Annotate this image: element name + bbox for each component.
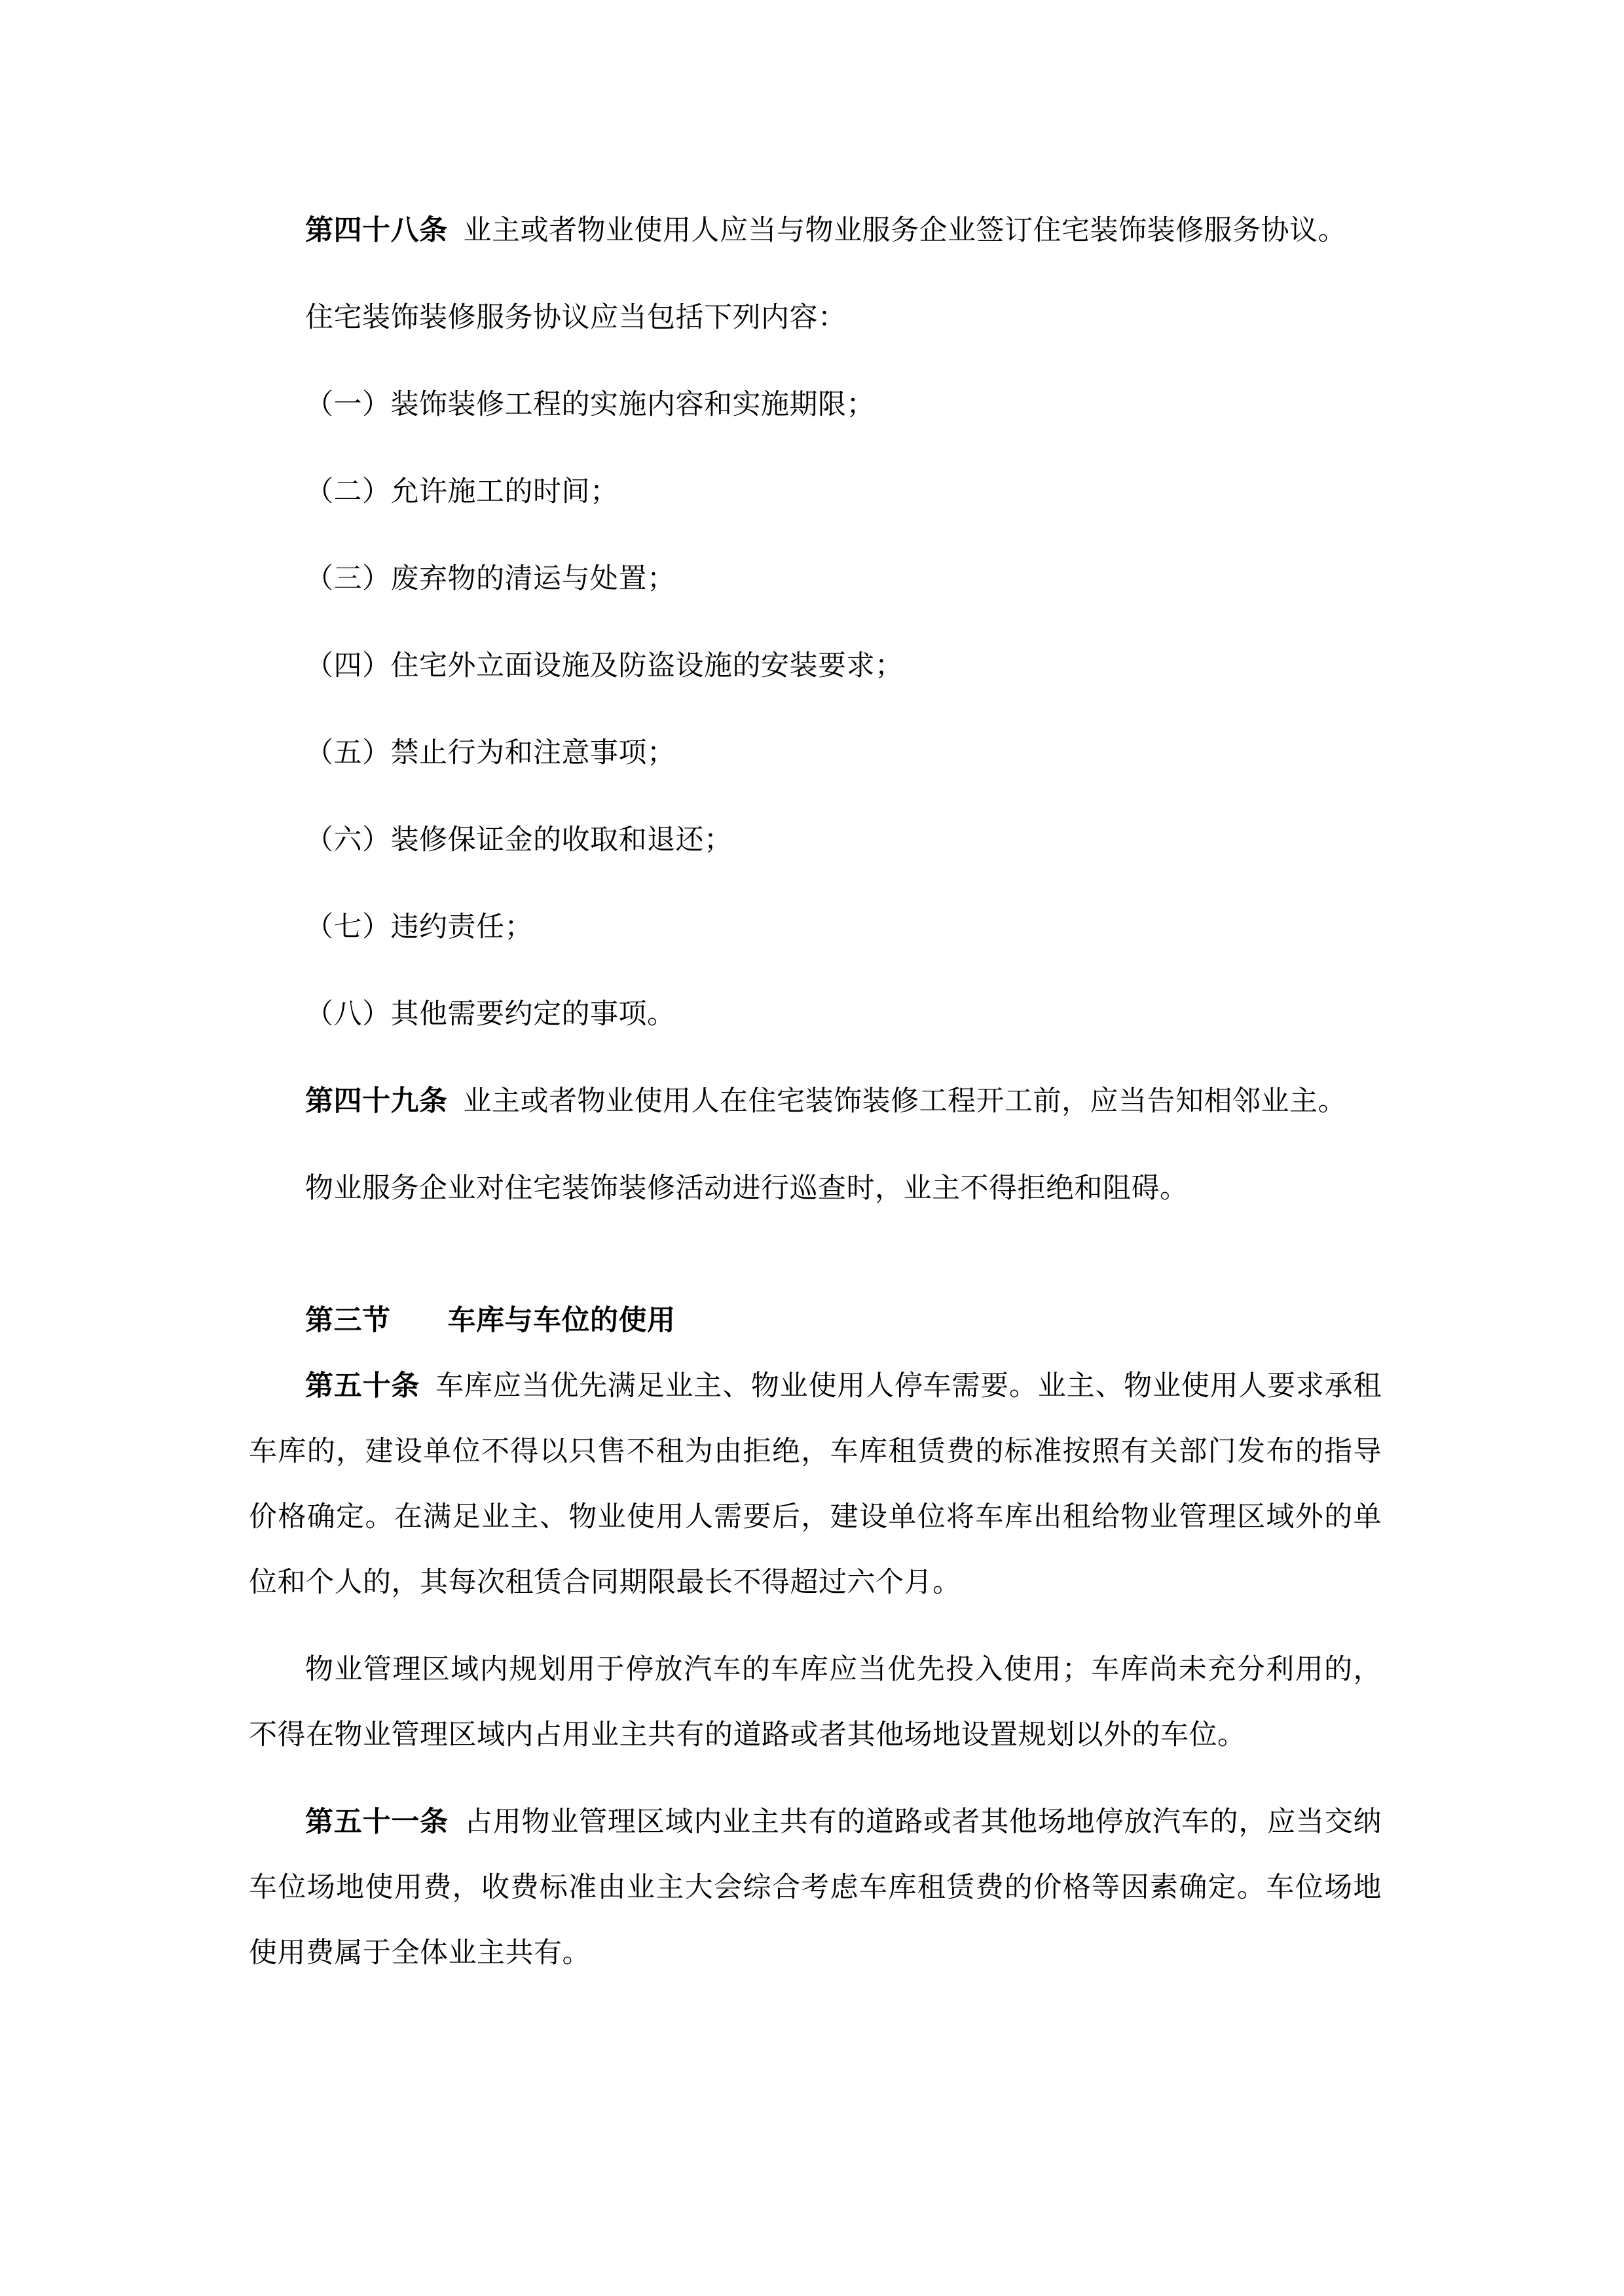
list-item-8: （八）其他需要约定的事项。: [305, 999, 676, 1030]
article-51-number: 第五十一条: [305, 1807, 449, 1838]
list-item-1: （一）装饰装修工程的实施内容和实施期限；: [305, 390, 875, 420]
list-item-3: （三）废弃物的清运与处置；: [305, 564, 676, 594]
list-item-7: （七）违约责任；: [305, 912, 533, 943]
list-item-2: （二）允许施工的时间；: [305, 477, 619, 507]
list-item-6: （六）装修保证金的收取和退还；: [305, 825, 733, 856]
article-51-text: 占用物业管理区域内业主共有的道路或者其他场地停放汽车的，应当交纳车位场地使用费，收费标准由业主大会综合考虑车库租赁费的价格等因素确定。车位场地使用费属于全体业主共有。: [249, 1807, 1382, 1969]
list-item-4: （四）住宅外立面设施及防盗设施的安装要求；: [305, 651, 904, 682]
paragraph-agreement-intro: 住宅装饰装修服务协议应当包括下列内容：: [305, 302, 847, 333]
article-49-text: 业主或者物业使用人在住宅装饰装修工程开工前，应当告知相邻业主。: [463, 1086, 1346, 1117]
article-51: [249, 1790, 1382, 1986]
article-48-text: 业主或者物业使用人应当与物业服务企业签订住宅装饰装修服务协议。: [463, 215, 1346, 246]
paragraph-garage-use: 物业管理区域内规划用于停放汽车的车库应当优先投入使用；车库尚未充分利用的，不得在物业管理区域内占用业主共有的道路或者其他场地设置规划以外的车位。: [249, 1654, 1382, 1751]
article-48-number: 第四十八条: [305, 215, 448, 246]
article-48: [249, 198, 1382, 264]
article-50: [249, 1354, 1382, 1616]
article-49-number: 第四十九条: [305, 1086, 448, 1117]
paragraph-inspection: 物业服务企业对住宅装饰装修活动进行巡查时，业主不得拒绝和阻碍。: [305, 1173, 1189, 1204]
list-item-5: （五）禁止行为和注意事项；: [305, 738, 676, 769]
section-heading: 第三节 车库与车位的使用: [305, 1305, 676, 1336]
article-50-text: 车库应当优先满足业主、物业使用人停车需要。业主、物业使用人要求承租车库的，建设单位不得以只售不租为由拒绝，车库租赁费的标准按照有关部门发布的指导价格确定。在满足业主、物业使用人需要后，建设单位将车库出租给物业管理区域外的单位和个人的，其每次租赁合同期限最长不得超过六个月。: [249, 1371, 1382, 1598]
article-50-number: 第五十条: [305, 1371, 420, 1402]
article-49: [249, 1069, 1382, 1135]
